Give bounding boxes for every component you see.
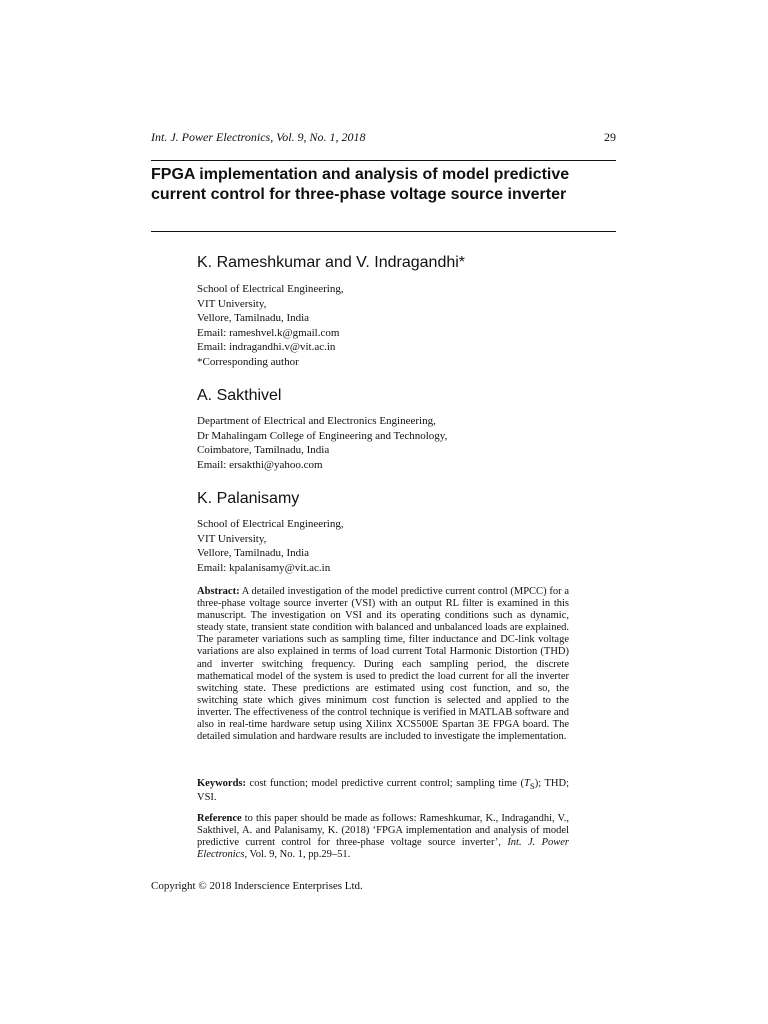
abstract-text: A detailed investigation of the model predictive current control (MPCC) for a three-phase voltage source inverter (VSI) with an output RL filter is examined in this manuscript. The investigation on VSI and its operating conditions such as dynamic, steady state, transient state condition with balanced and unbalanced loads are explained. The parameter variations such as sampling time, filter inductance and DC-link voltage variations are also explained in terms of load current Total Harmonic Distortion (THD) and inverter switching frequency. During each sampling period, the discrete mathematical model of the system is used to predict the load current for all the inverter switching state. These predictions are estimated using cost function, and so, the switching state which gives minimum cost function is selected and applied to the inverter. The effectiveness of the control technique is verified in MATLAB software and also in real-time hardware setup using Xilinx XCS500E Spartan 3E FPGA board. The detailed simulation and hardware results are included to investigate the implementation. [197,586,569,743]
affiliation-line: VIT University, [197,532,267,545]
affiliation-line: Vellore, Tamilnadu, India [197,547,310,560]
keywords-text-end: ); THD; VSI. [197,778,570,804]
author-names-3: K. Palanisamy [197,490,300,507]
title-top-rule [151,160,616,161]
reference-text: to this paper should be made as follows: Rameshkumar, K., Indragandhi, V., Sakthivel, A. and Palanisamy, K. (2018) ‘FPGA implementation and analysis of model predictive current control for three-phase voltage source inverter’, [197,813,569,849]
sampling-time-symbol: T [524,778,530,789]
copyright-notice: Copyright © 2018 Inderscience Enterprises Ltd. [151,880,363,892]
affiliation-line: Dr Mahalingam College of Engineering and Technology, [197,429,448,442]
reference-text-end: , Vol. 9, No. 1, pp.29–51. [244,849,351,861]
affiliation-email: Email: rameshvel.k@gmail.com [197,326,340,339]
keywords-label: Keywords: [197,778,246,789]
affiliation-2 [197,414,447,472]
corresponding-author-note: *Corresponding author [197,355,299,368]
affiliation-line: Department of Electrical and Electronics Engineering, [197,415,436,427]
reference-label: Reference [197,813,242,824]
keywords-text: cost function; model predictive current control; sampling time ( [249,778,525,789]
affiliation-line: VIT University, [197,297,267,310]
running-header [151,130,616,148]
abstract [197,586,569,743]
page-number: 29 [604,130,616,144]
author-names-1: K. Rameshkumar and V. Indragandhi* [197,254,466,271]
abstract-label: Abstract: [197,586,240,597]
sampling-time-subscript: S [529,781,535,792]
journal-citation: Int. J. Power Electronics, Vol. 9, No. 1, 2018 [151,130,366,144]
affiliation-1 [197,282,344,370]
affiliation-line: School of Electrical Engineering, [197,283,344,295]
affiliation-line: School of Electrical Engineering, [197,518,344,530]
affiliation-email: Email: kpalanisamy@vit.ac.in [197,561,331,574]
reference-citation [197,813,569,861]
keywords [197,778,569,804]
title-bottom-rule [151,231,616,232]
paper-title: FPGA implementation and analysis of model predictive current control for three-phase voltage source inverter [151,166,570,203]
affiliation-3 [197,517,344,575]
affiliation-email: Email: ersakthi@yahoo.com [197,458,323,471]
reference-journal: Int. J. Power Electronics [197,837,569,861]
affiliation-line: Vellore, Tamilnadu, India [197,312,310,325]
affiliation-email: Email: indragandhi.v@vit.ac.in [197,341,336,354]
author-names-2: A. Sakthivel [197,387,282,404]
affiliation-line: Coimbatore, Tamilnadu, India [197,444,330,457]
